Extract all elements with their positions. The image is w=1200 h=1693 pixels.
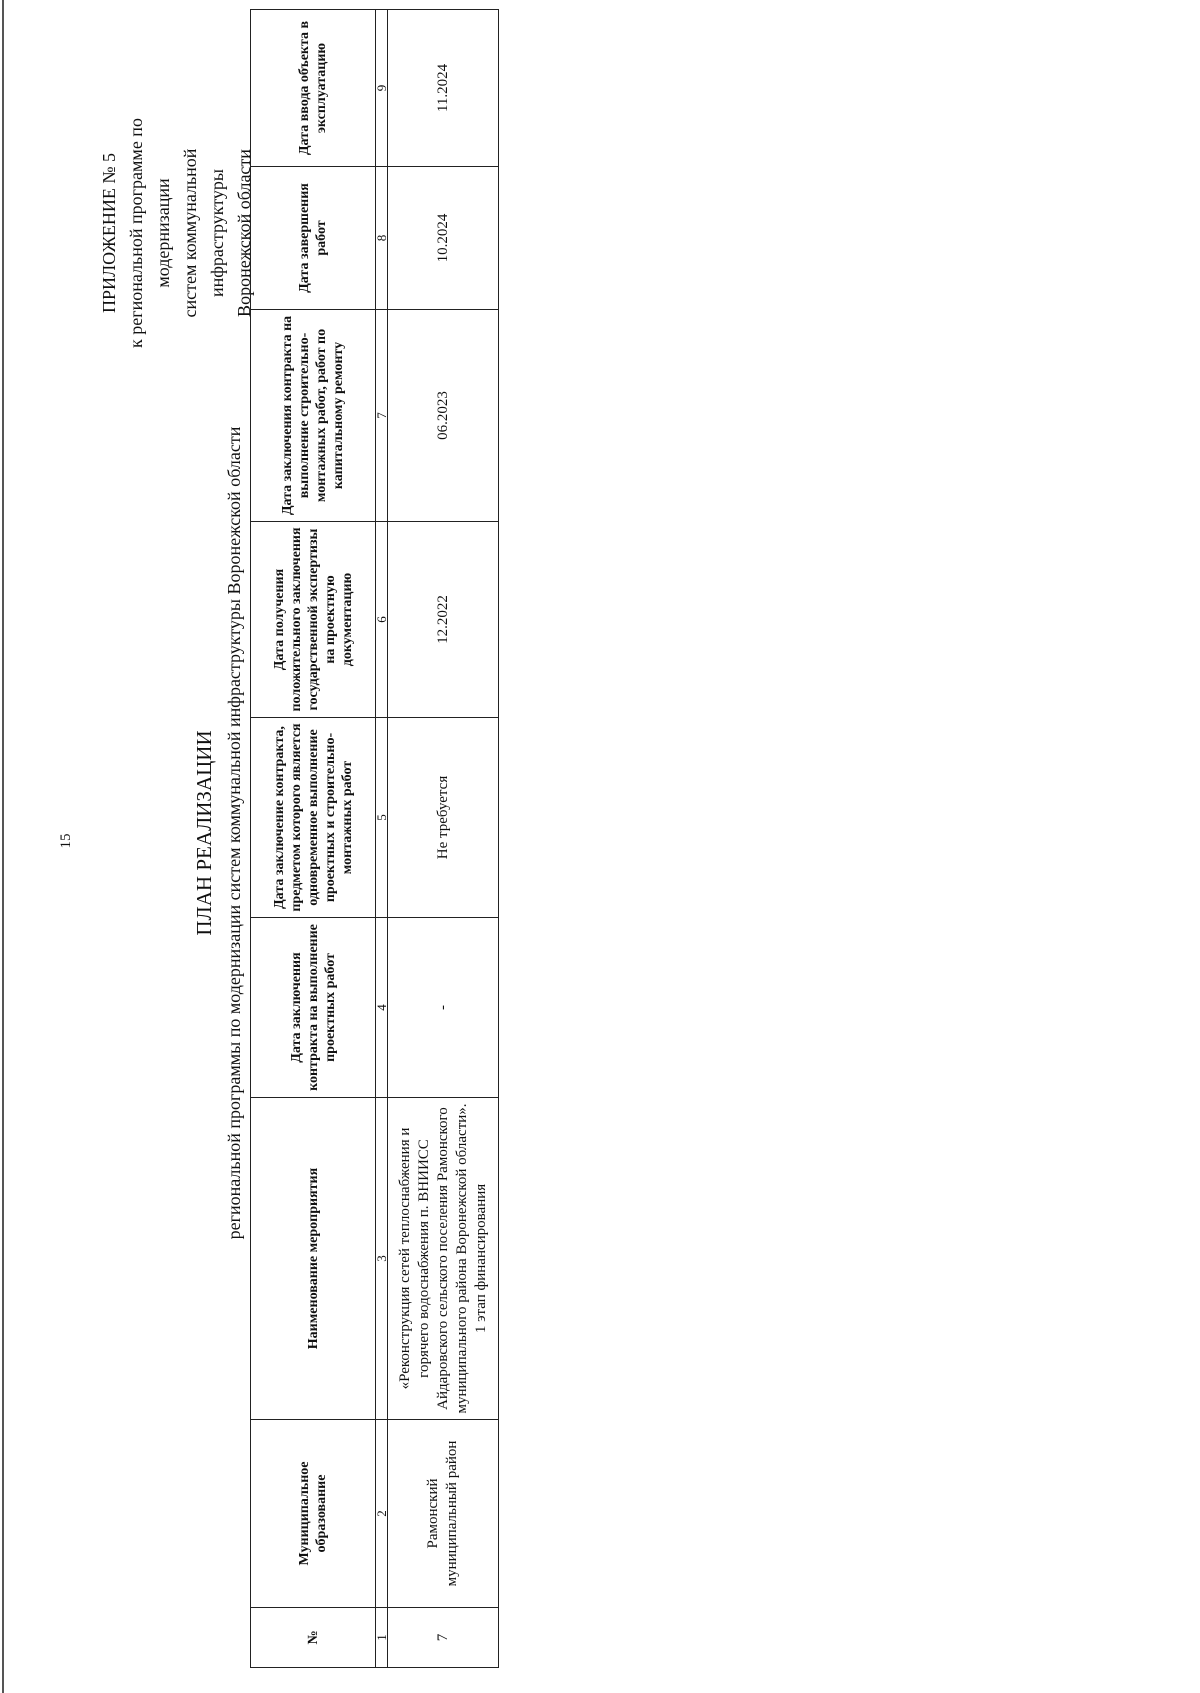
appendix-line-4: Воронежской области bbox=[234, 149, 254, 317]
header-combined-contract: Дата заключение контракта, предметом которого является одновременное выполнение проектных и строительно-монтажных работ bbox=[251, 718, 376, 918]
header-design-contract: Дата заключения контракта на выполнение проектных работ bbox=[251, 918, 376, 1098]
column-number: 3 bbox=[376, 1098, 388, 1420]
combined-contract-cell: Не требуется bbox=[388, 718, 499, 918]
page-number: 15 bbox=[58, 833, 74, 849]
header-commissioning-date: Дата ввода объекта в эксплуатацию bbox=[251, 10, 376, 167]
header-completion-date: Дата завершения работ bbox=[251, 167, 376, 310]
measure-cell: «Реконструкция сетей теплоснабжения и горячего водоснабжения п. ВНИИСС Айдаровского сельского поселения Рамонского муниципального района Воронежской области». 1 этап финансирования bbox=[388, 1098, 499, 1420]
table-row bbox=[388, 10, 499, 1668]
municipality-cell: Рамонский муниципальный район bbox=[388, 1420, 499, 1608]
column-number: 7 bbox=[376, 310, 388, 522]
expertise-date-cell: 12.2022 bbox=[388, 522, 499, 718]
column-number: 2 bbox=[376, 1420, 388, 1608]
plan-subtitle: региональной программы по модернизации систем коммунальной инфраструктуры Воронежской области bbox=[224, 426, 244, 1240]
column-number: 8 bbox=[376, 167, 388, 310]
appendix-line-1: ПРИЛОЖЕНИЕ № 5 bbox=[99, 152, 119, 314]
commissioning-date-cell: 11.2024 bbox=[388, 10, 499, 167]
design-contract-cell: - bbox=[388, 918, 499, 1098]
column-number: 1 bbox=[376, 1608, 388, 1668]
plan-title: ПЛАН РЕАЛИЗАЦИИ bbox=[192, 730, 216, 936]
implementation-plan-table bbox=[250, 9, 499, 1668]
construction-contract-cell: 06.2023 bbox=[388, 310, 499, 522]
table-header-row bbox=[251, 10, 376, 1668]
column-number-row bbox=[376, 10, 388, 1668]
row-number: 7 bbox=[388, 1608, 499, 1668]
column-number: 4 bbox=[376, 918, 388, 1098]
completion-date-cell: 10.2024 bbox=[388, 167, 499, 310]
appendix-line-2: к региональной программе по модернизации bbox=[126, 118, 173, 348]
header-construction-contract: Дата заключения контракта на выполнение строительно-монтажных работ, работ по капитальному ремонту bbox=[251, 310, 376, 522]
header-measure: Наименование мероприятия bbox=[251, 1098, 376, 1420]
column-number: 9 bbox=[376, 10, 388, 167]
header-expertise-date: Дата получения положительного заключения государственной экспертизы на проектную документацию bbox=[251, 522, 376, 718]
column-number: 5 bbox=[376, 718, 388, 918]
appendix-line-3: систем коммунальной инфраструктуры bbox=[180, 148, 227, 318]
header-number: № bbox=[251, 1608, 376, 1668]
header-municipality: Муниципальное образование bbox=[251, 1420, 376, 1608]
column-number: 6 bbox=[376, 522, 388, 718]
